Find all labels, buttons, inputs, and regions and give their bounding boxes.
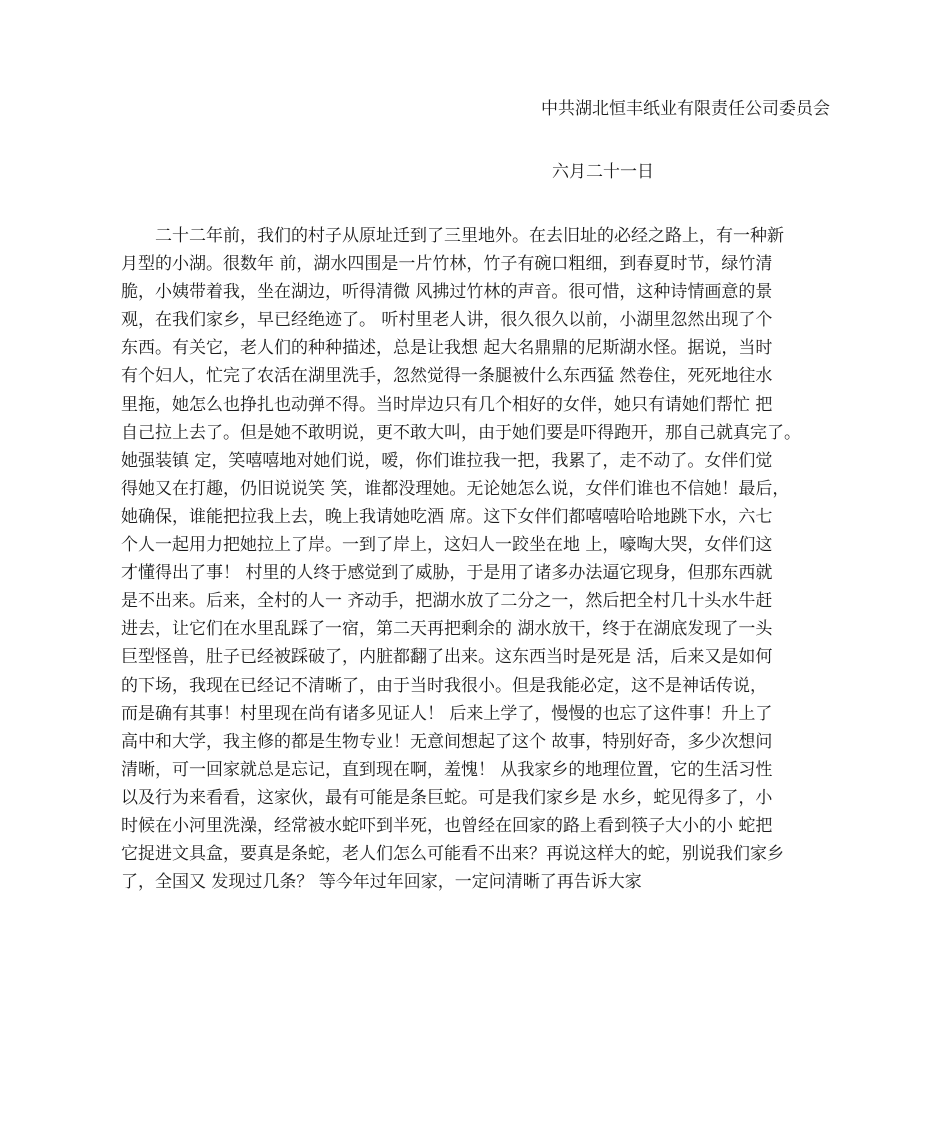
text-line: 清晰，可一回家就总是忘记，直到现在啊，羞愧！ 从我家乡的地理位置，它的生活习性 <box>121 759 773 780</box>
text-line: 个人一起用力把她拉上了岸。一到了岸上，这妇人一跤坐在地 上，嚎啕大哭，女伴们这 <box>121 535 773 556</box>
text-line: 时候在小河里洗澡，经常被水蛇吓到半死，也曾经在回家的路上看到筷子大小的小 蛇把 <box>121 815 773 836</box>
text-line: 而是确有其事！村里现在尚有诸多见证人！ 后来上学了，慢慢的也忘了这件事！升上了 <box>121 703 773 724</box>
text-line: 她强装镇 定，笑嘻嘻地对她们说，嗳，你们谁拉我一把，我累了，走不动了。女伴们觉 <box>121 450 773 471</box>
text-line: 二十二年前，我们的村子从原址迁到了三里地外。在去旧址的必经之路上，有一种新 <box>121 226 784 246</box>
text-line: 的下场，我现在已经记不清晰了，由于当时我很小。但是我能必定，这不是神话传说， <box>121 675 767 696</box>
document-date: 六月二十一日 <box>552 162 654 182</box>
organization-name: 中共湖北恒丰纸业有限责任公司委员会 <box>541 99 830 119</box>
text-line: 脆，小姨带着我，坐在湖边，听得清微 风拂过竹林的声音。很可惜，这种诗情画意的景 <box>121 282 773 303</box>
text-line: 东西。有关它，老人们的种种描述，总是让我想 起大名鼎鼎的尼斯湖水怪。据说，当时 <box>121 338 773 359</box>
text-line: 观，在我们家乡，早已经绝迹了。 听村里老人讲，很久很久以前，小湖里忽然出现了个 <box>121 310 773 331</box>
text-line: 自己拉上去了。但是她不敢明说，更不敢大叫，由于她们要是吓得跑开，那自己就真完了。 <box>121 422 801 443</box>
text-line: 它捉进文具盒，要真是条蛇，老人们怎么可能看不出来？再说这样大的蛇，别说我们家乡 <box>121 844 784 865</box>
text-line: 是不出来。后来，全村的人一 齐动手，把湖水放了二分之一，然后把全村几十头水牛赶 <box>121 591 773 612</box>
text-line: 高中和大学，我主修的都是生物专业！无意间想起了这个 故事，特别好奇，多少次想问 <box>121 731 773 752</box>
text-line: 月型的小湖。很数年 前，湖水四围是一片竹林，竹子有碗口粗细，到春夏时节，绿竹清 <box>121 254 773 275</box>
text-line: 有个妇人，忙完了农活在湖里洗手，忽然觉得一条腿被什么东西猛 然卷住，死死地往水 <box>121 366 773 387</box>
text-line: 进去，让它们在水里乱踩了一宿，第二天再把剩余的 湖水放干，终于在湖底发现了一头 <box>121 619 773 640</box>
text-line: 以及行为来看看，这家伙，最有可能是条巨蛇。可是我们家乡是 水乡，蛇见得多了，小 <box>121 787 773 808</box>
text-line: 才懂得出了事！ 村里的人终于感觉到了威胁，于是用了诸多办法逼它现身，但那东西就 <box>121 563 773 584</box>
text-line: 了，全国又 发现过几条？ 等今年过年回家，一定问清晰了再告诉大家 <box>121 872 642 893</box>
text-line: 她确保，谁能把拉我上去，晚上我请她吃酒 席。这下女伴们都嘻嘻哈哈地跳下水，六七 <box>121 506 773 527</box>
text-line: 巨型怪兽，肚子已经被踩破了，内脏都翻了出来。这东西当时是死是 活，后来又是如何 <box>121 647 773 668</box>
text-line: 得她又在打趣，仍旧说说笑 笑，谁都没理她。无论她怎么说，女伴们谁也不信她！最后， <box>121 478 790 499</box>
text-line: 里拖，她怎么也挣扎也动弹不得。当时岸边只有几个相好的女伴，她只有请她们帮忙 把 <box>121 394 773 415</box>
body-paragraph <box>121 222 841 896</box>
